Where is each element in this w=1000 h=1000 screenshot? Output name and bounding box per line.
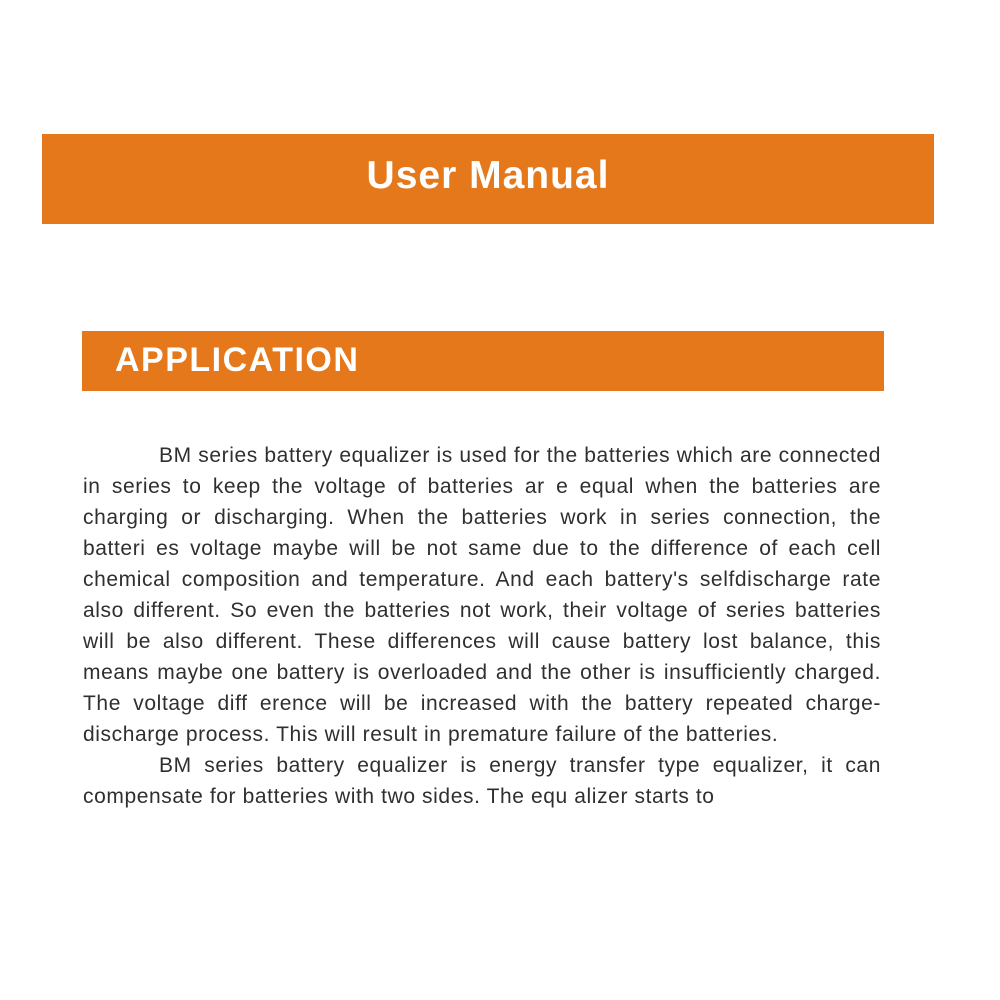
document-title: User Manual xyxy=(366,154,610,197)
title-banner xyxy=(42,134,934,224)
paragraph: BM series battery equalizer is used for the batteries which are connected in series to keep the voltage of batteries ar e equal when the batteries are charging or discharging. When the batteries work in series connection, the batteri es voltage maybe will be not same due to the difference of each cell chemical composition and temperature. And each battery's selfdischarge rate also different. So even the batteries not work, their voltage of series batteries will be also different. These differences will cause battery lost balance, this means maybe one battery is overloaded and the other is insufficiently charged. The voltage diff erence will be increased with the battery repeated charge-discharge process. This will result in premature failure of the batteries. xyxy=(83,444,881,746)
section-body xyxy=(83,440,881,812)
section-heading: APPLICATION xyxy=(115,341,360,379)
paragraph: BM series battery equalizer is energy transfer type equalizer, it can compensate for batteries with two sides. The equ alizer starts to xyxy=(83,754,881,808)
section-banner xyxy=(82,331,884,391)
